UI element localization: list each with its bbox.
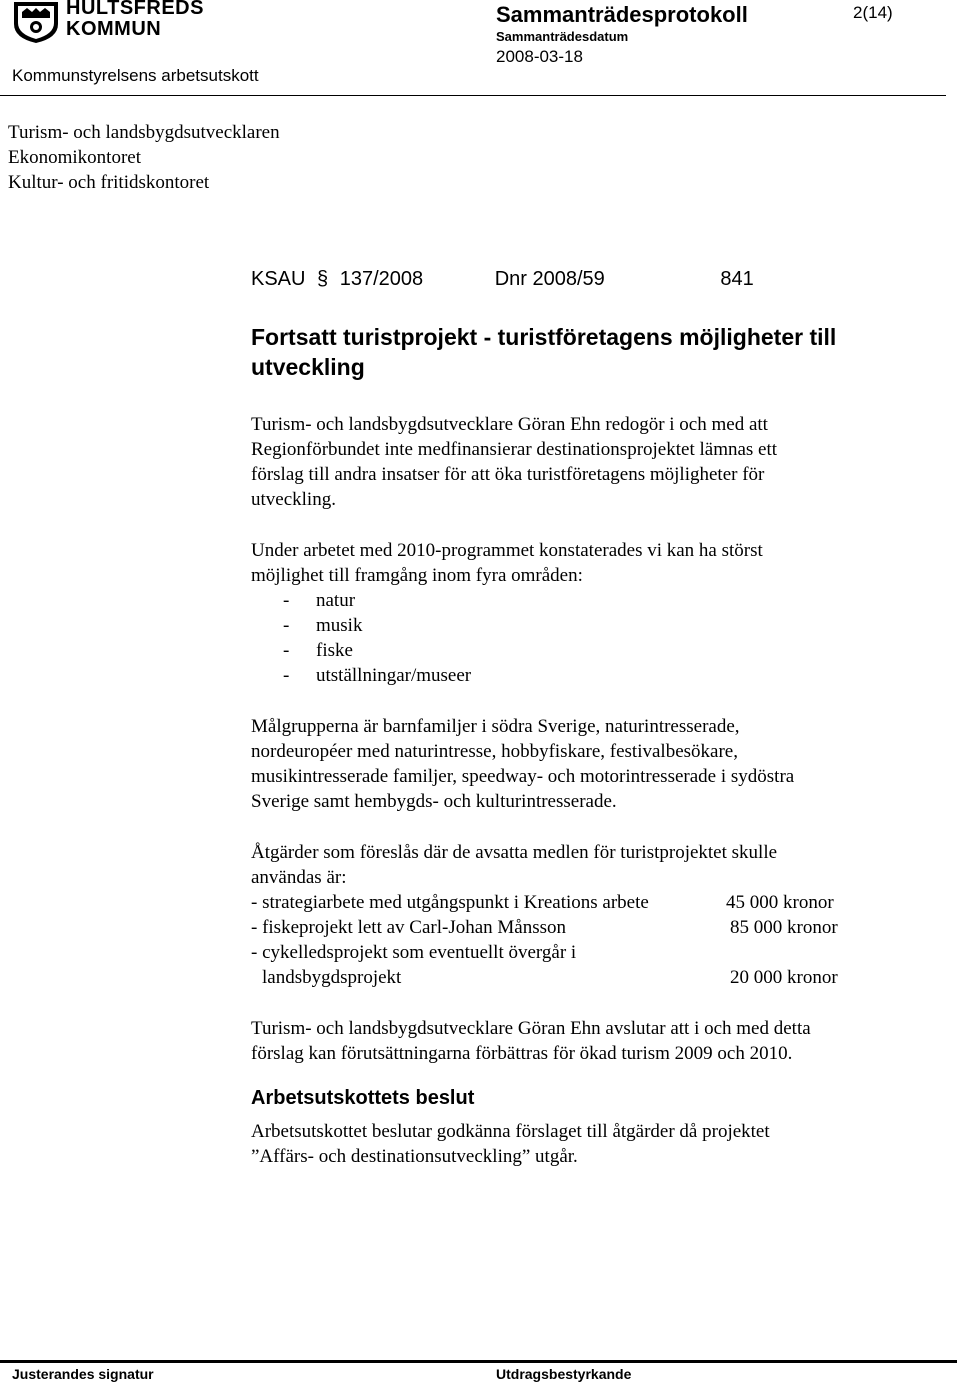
meeting-date-label: Sammanträdesdatum <box>496 29 629 44</box>
list-dash: - <box>283 665 290 686</box>
list-item <box>283 663 472 688</box>
list-item <box>283 613 363 638</box>
case-number: 137/2008 <box>339 268 424 290</box>
decision-heading: Arbetsutskottets beslut <box>251 1087 475 1109</box>
list-item-text: musik <box>316 615 363 636</box>
logo-line-1: HULTSFREDS <box>66 0 204 19</box>
paragraph-line: möjlighet till framgång inom fyra områden: <box>251 565 583 586</box>
list-item-text: natur <box>316 590 356 611</box>
paragraph-line: Regionförbundet inte medfinansierar destinationsprojektet lämnas ett <box>251 439 778 460</box>
list-dash: - <box>283 590 290 611</box>
case-code: 841 <box>720 268 754 290</box>
list-dash: - <box>283 615 290 636</box>
list-item <box>283 588 356 613</box>
meeting-date: 2008-03-18 <box>496 47 583 66</box>
measure-text: - cykelledsprojekt som eventuellt övergår i <box>251 942 577 963</box>
list-item-text: utställningar/museer <box>316 665 472 686</box>
paragraph-line: Målgrupperna är barnfamiljer i södra Sverige, naturintresserade, <box>251 716 740 737</box>
footer-divider <box>0 1360 957 1363</box>
case-reference-line <box>251 268 754 291</box>
paragraph-line: Åtgärder som föreslås där de avsatta medlen för turistprojektet skulle <box>251 842 778 863</box>
measure-amount: 45 000 kronor <box>726 892 834 913</box>
paragraph-line: utveckling. <box>251 489 336 510</box>
organization-unit: Kommunstyrelsens arbetsutskott <box>12 66 259 85</box>
page-number: 2(14) <box>853 3 893 22</box>
measure-text: - fiskeprojekt lett av Carl-Johan Månsson <box>251 917 567 938</box>
measure-amount: 20 000 kronor <box>730 967 838 988</box>
paragraph-line: Sverige samt hembygds- och kulturintresserade. <box>251 791 617 812</box>
signature-label: Justerandes signatur <box>12 1366 154 1382</box>
list-item <box>283 638 353 663</box>
case-body: KSAU <box>251 268 306 290</box>
measure-text: - strategiarbete med utgångspunkt i Kreations arbete <box>251 892 649 913</box>
paragraph-line: nordeuropéer med naturintresse, hobbyfiskare, festivalbesökare, <box>251 741 738 762</box>
paragraph-line: användas är: <box>251 867 347 888</box>
paragraph-line: Turism- och landsbygdsutvecklare Göran Ehn avslutar att i och med detta <box>251 1018 811 1039</box>
logo-line-2: KOMMUN <box>66 18 162 40</box>
list-dash: - <box>283 640 290 661</box>
measure-amount: 85 000 kronor <box>730 917 838 938</box>
diary-number: Dnr 2008/59 <box>494 268 605 290</box>
paragraph-line: Turism- och landsbygdsutvecklare Göran Ehn redogör i och med att <box>251 414 768 435</box>
header-divider <box>0 95 946 96</box>
distribution-recipient: Turism- och landsbygdsutvecklaren <box>8 122 280 143</box>
measure-text: landsbygdsprojekt <box>262 967 402 988</box>
section-sign: § <box>317 268 329 290</box>
municipality-logo <box>12 0 212 44</box>
decision-line: ”Affärs- och destinationsutveckling” utgår. <box>251 1146 578 1167</box>
decision-line: Arbetsutskottet beslutar godkänna förslaget till åtgärder då projektet <box>251 1121 770 1142</box>
case-title: Fortsatt turistprojekt - turistföretagens möjligheter till utveckling <box>251 324 837 380</box>
distribution-recipient: Kultur- och fritidskontoret <box>8 172 210 193</box>
paragraph-line: förslag till andra insatser för att öka turistföretagens möjligheter för <box>251 464 765 485</box>
list-item-text: fiske <box>316 640 353 661</box>
paragraph-line: musikintresserade familjer, speedway- och motorintresserade i sydöstra <box>251 766 795 787</box>
certification-label: Utdragsbestyrkande <box>496 1366 632 1382</box>
document-title: Sammanträdesprotokoll <box>496 2 748 27</box>
paragraph-line: förslag kan förutsättningarna förbättras för ökad turism 2009 och 2010. <box>251 1043 793 1064</box>
paragraph-line: Under arbetet med 2010-programmet konstaterades vi kan ha störst <box>251 540 763 561</box>
distribution-recipient: Ekonomikontoret <box>8 147 141 168</box>
